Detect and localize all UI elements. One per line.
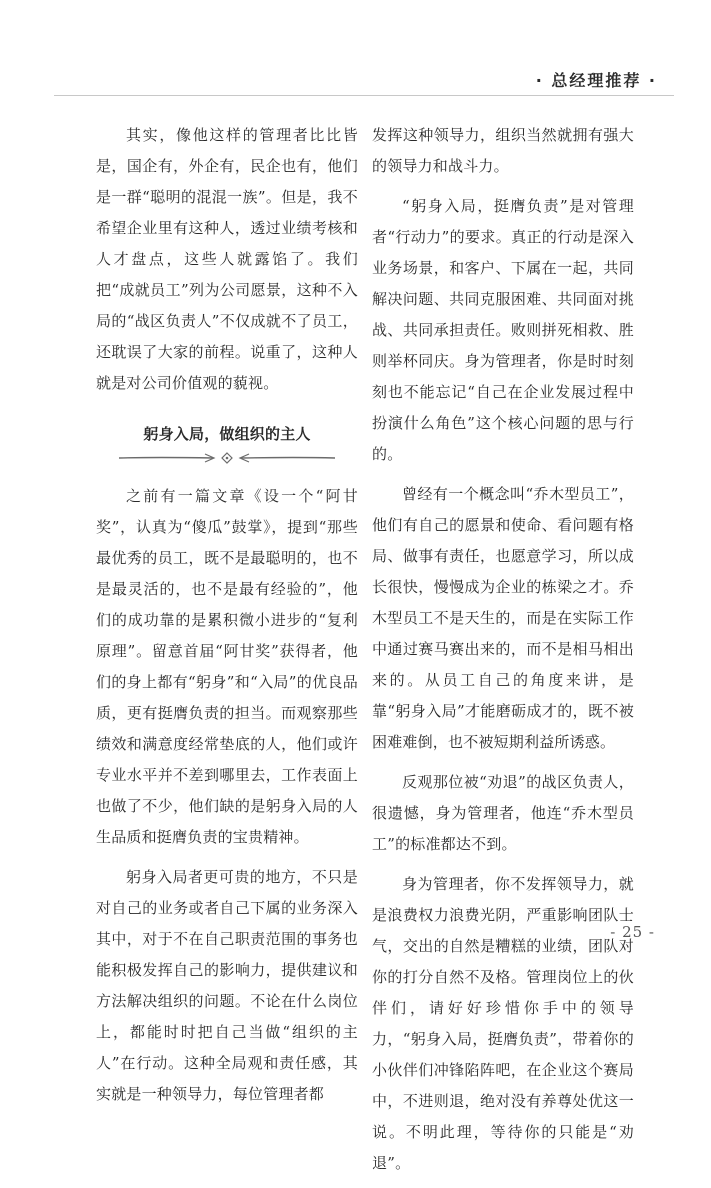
body-paragraph: “躬身入局，挺膺负责”是对管理者“行动力”的要求。真正的行动是深入业务场景，和客户、下属在一起，共同解决问题、共同克服困难、共同面对挑战、共同承担责任。败则拼死相救、胜则举杯同庆。身为管理者，你是时时刻刻也不能忘记“自己在企业发展过程中扮演什么角色”这个核心问题的思与行的。 [372, 197, 634, 463]
body-paragraph: 反观那位被“劝退”的战区负责人，很遗憾，身为管理者，他连“乔木型员工”的标准都达不到。 [372, 773, 634, 853]
section-header-title: · 总经理推荐 · [535, 71, 657, 90]
page-number: - 25 - [610, 923, 655, 941]
intro-paragraph: 其实，像他这样的管理者比比皆是，国企有，外企有，民企也有，他们是一群“聪明的混混一族”。但是，我不希望企业里有这种人，透过业绩考核和人才盘点，这些人就露馅了。我们把“成就员工”列为公司愿景，这种不入局的“战区负责人”不仅成就不了员工，还耽误了大家的前程。说重了，这种人就是对公司价值观的藐视。 [96, 126, 358, 392]
right-column [372, 120, 634, 1188]
body-paragraph: 曾经有一个概念叫“乔木型员工”，他们有自己的愿景和使命、看问题有格局、做事有责任，也愿意学习，所以成长很快，慢慢成为企业的栋梁之才。乔木型员工不是天生的，而是在实际工作中通过赛马赛出来的，而不是相马相出来的。从员工自己的角度来讲，是靠“躬身入局”才能磨砺成才的，既不被困难难倒，也不被短期利益所诱惑。 [372, 485, 634, 751]
continuation-paragraph: 发挥这种领导力，组织当然就拥有强大的领导力和战斗力。 [372, 126, 634, 175]
left-column [96, 120, 358, 1119]
body-paragraph: 躬身入局者更可贵的地方，不只是对自己的业务或者自己下属的业务深入其中，对于不在自己职责范围的事务也能积极发挥自己的影响力，提供建议和方法解决组织的问题。不论在什么岗位上，都能时时把自己当做“组织的主人”在行动。这种全局观和责任感，其实就是一种领导力，每位管理者都 [96, 868, 358, 1103]
body-paragraph: 身为管理者，你不发挥领导力，就是浪费权力浪费光阴，严重影响团队士气，交出的自然是糟糕的业绩，团队对你的打分自然不及格。管理岗位上的伙伴们，请好好珍惜你手中的领导力，“躬身入局，挺膺负责”，带着你的小伙伴们冲锋陷阵吧，在企业这个赛局中，不进则退，绝对没有养尊处优这一说。不明此理，等待你的只能是“劝退”。 [372, 875, 634, 1172]
arrow-diamond-ornament-icon [117, 451, 337, 465]
section-heading: 躬身入局，做组织的主人 [143, 425, 311, 443]
header-rule [54, 95, 674, 96]
body-paragraph: 之前有一篇文章《设一个“阿甘奖”，认真为“傻瓜”鼓掌》，提到“那些最优秀的员工，既不是最聪明的，也不是最灵活的，也不是最有经验的”，他们的成功靠的是累积微小进步的“复利原理”。留意首届“阿甘奖”获得者，他们的身上都有“躬身”和“入局”的优良品质，更有挺膺负责的担当。而观察那些绩效和满意度经常垫底的人，他们或许专业水平并不差到哪里去，工作表面上也做了不少，他们缺的是躬身入局的人生品质和挺膺负责的宝贵精神。 [96, 487, 358, 846]
